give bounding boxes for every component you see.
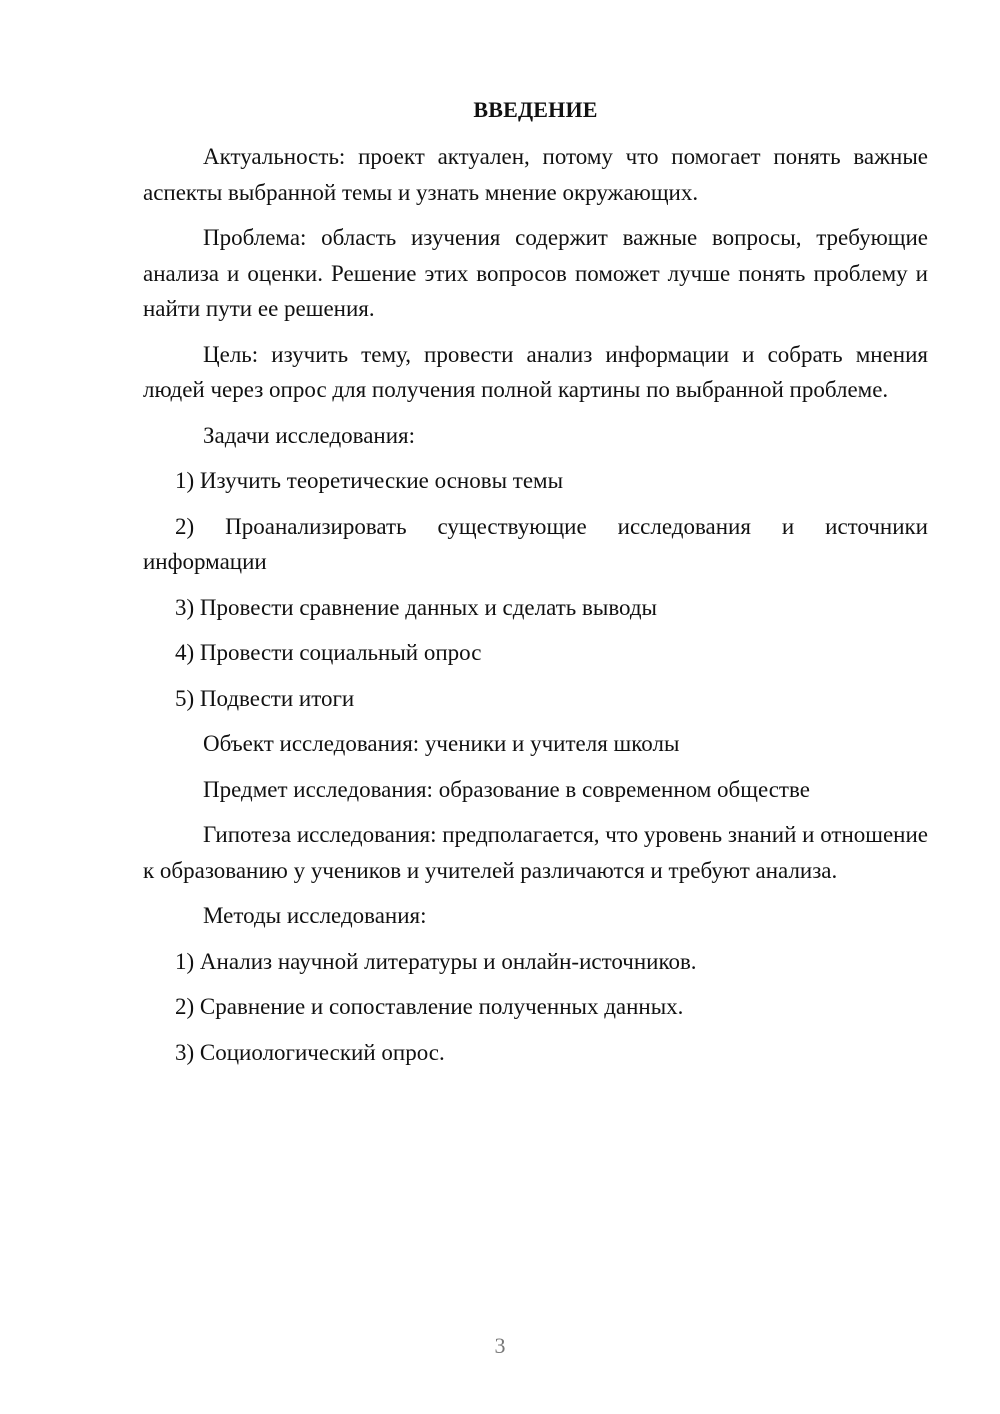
page-content bbox=[143, 95, 928, 1080]
task-item: 5) Подвести итоги bbox=[175, 685, 355, 711]
method-item: 1) Анализ научной литературы и онлайн-источников. bbox=[175, 948, 697, 974]
relevance-paragraph: Актуальность: проект актуален, потому что помогает понять важные аспекты выбранной темы и узнать мнение окружающих. bbox=[143, 144, 928, 205]
subject-paragraph: Предмет исследования: образование в современном обществе bbox=[203, 776, 810, 802]
section-title: ВВЕДЕНИЕ bbox=[473, 97, 598, 122]
task-item: 2) Проанализировать существующие исследования и источники информации bbox=[143, 513, 928, 574]
task-item: 1) Изучить теоретические основы темы bbox=[175, 468, 564, 493]
method-item: 2) Сравнение и сопоставление полученных данных. bbox=[175, 994, 684, 1019]
hypothesis-paragraph: Гипотеза исследования: предполагается, что уровень знаний и отношение к образованию у учеников и учителей различаются и требуют анализа. bbox=[143, 822, 928, 883]
method-item: 3) Социологический опрос. bbox=[175, 1039, 445, 1065]
tasks-heading: Задачи исследования: bbox=[203, 422, 416, 448]
task-item: 4) Провести социальный опрос bbox=[175, 640, 482, 665]
object-paragraph: Объект исследования: ученики и учителя школы bbox=[203, 731, 680, 756]
methods-heading: Методы исследования: bbox=[203, 903, 427, 928]
page-number: 3 bbox=[494, 1333, 506, 1358]
task-item: 3) Провести сравнение данных и сделать выводы bbox=[175, 594, 658, 620]
problem-paragraph: Проблема: область изучения содержит важные вопросы, требующие анализа и оценки. Решение этих вопросов поможет лучше понять проблему и найти пути ее решения. bbox=[143, 225, 928, 321]
goal-paragraph: Цель: изучить тему, провести анализ информации и собрать мнения людей через опрос для получения полной картины по выбранной проблеме. bbox=[143, 341, 928, 402]
